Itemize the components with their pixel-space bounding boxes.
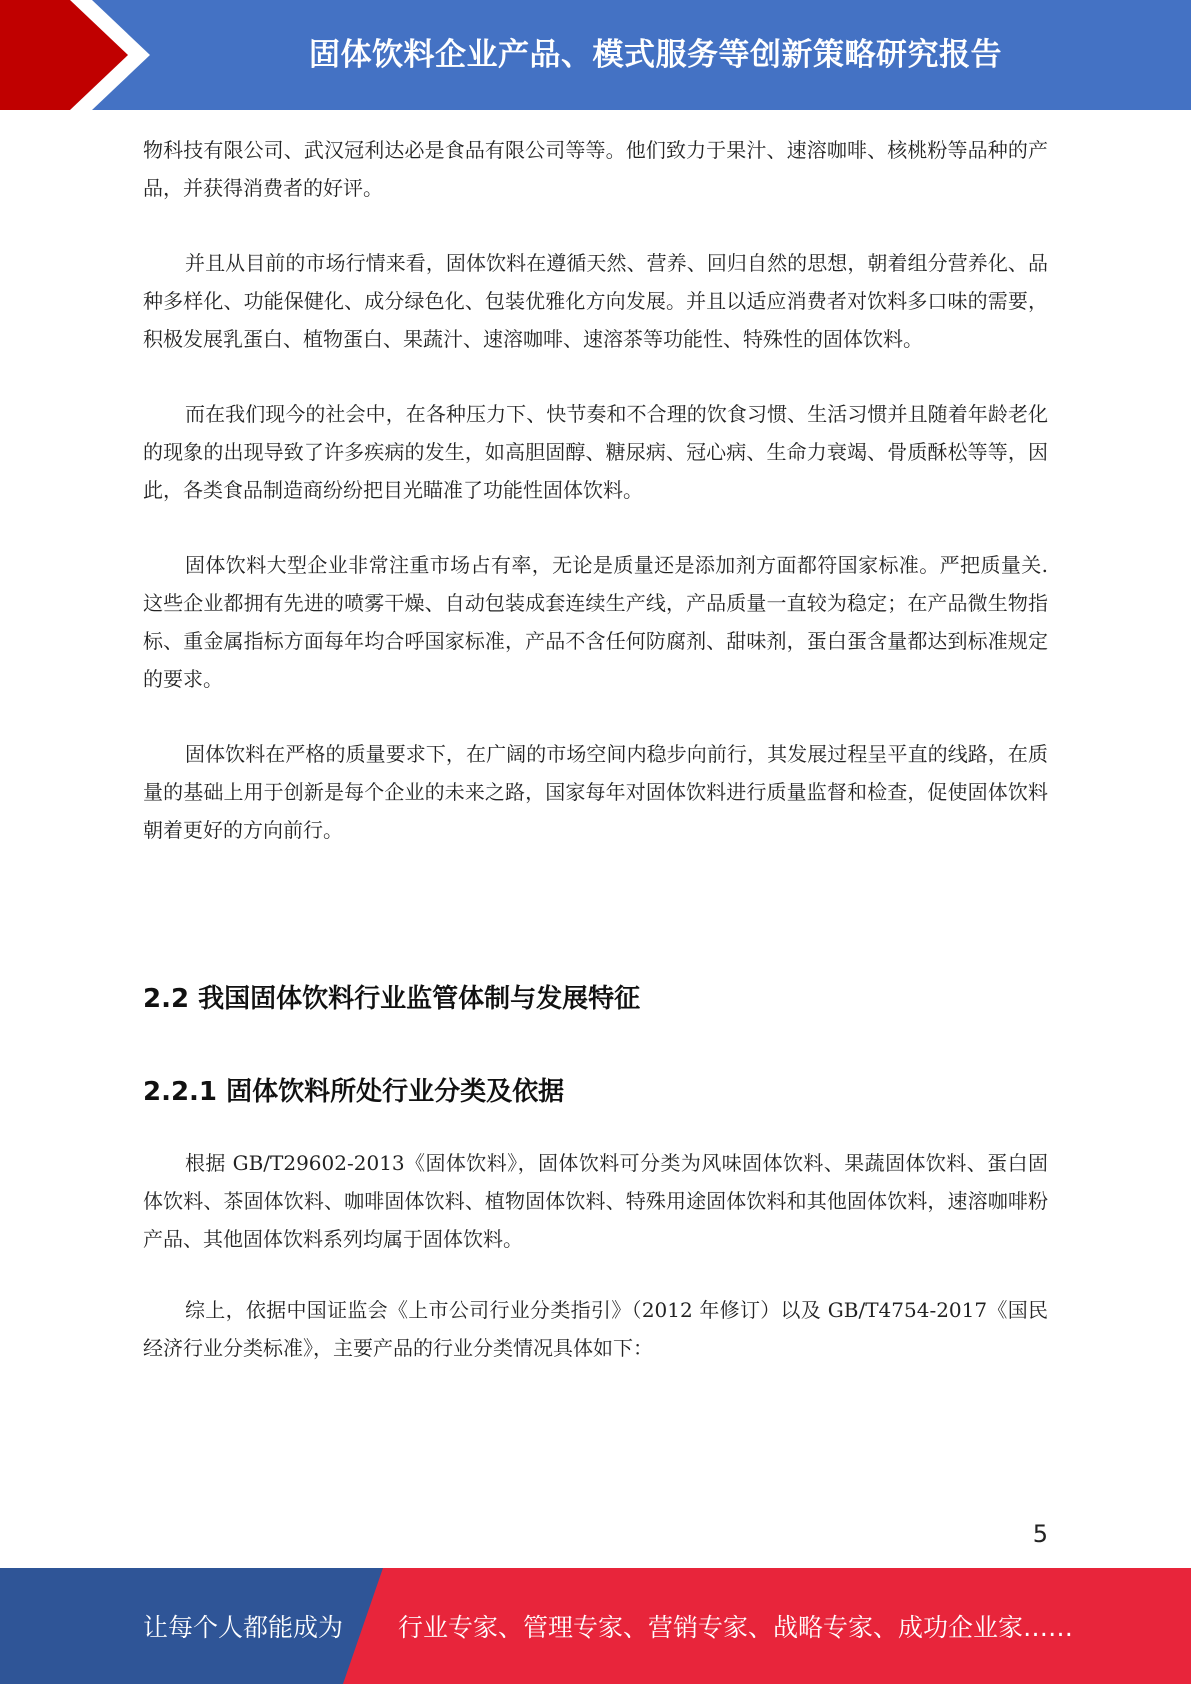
page-footer — [0, 1568, 1191, 1684]
paragraph-6: 根据 GB/T29602-2013《固体饮料》，固体饮料可分类为风味固体饮料、果蔬固体饮料、蛋白固体饮料、茶固体饮料、咖啡固体饮料、植物固体饮料、特殊用途固体饮料和其他固体饮料，速溶咖啡粉产品、其他固体饮料系列均属于固体饮料。 — [143, 1151, 1048, 1251]
footer-slogan-left: 让每个人都能成为 — [143, 1613, 344, 1642]
body-content — [143, 131, 1048, 849]
paragraph-3: 而在我们现今的社会中，在各种压力下、快节奏和不合理的饮食习惯、生活习惯并且随着年龄老化的现象的出现导致了许多疾病的发生，如高胆固醇、糖尿病、冠心病、生命力衰竭、骨质酥松等等，因此，各类食品制造商纷纷把目光瞄准了功能性固体饮料。 — [143, 402, 1048, 502]
section-heading-2-2: 2.2 我国固体饮料行业监管体制与发展特征 — [143, 984, 641, 1014]
section-heading-2-2-1: 2.2.1 固体饮料所处行业分类及依据 — [143, 1077, 565, 1107]
paragraph-1: 物科技有限公司、武汉冠利达必是食品有限公司等等。他们致力于果汁、速溶咖啡、核桃粉等品种的产品，并获得消费者的好评。 — [143, 138, 1048, 200]
footer-slogan-right: 行业专家、管理专家、营销专家、战略专家、成功企业家…… — [398, 1613, 1074, 1642]
section-2-2-1-content — [143, 1144, 1048, 1367]
paragraph-2: 并且从目前的市场行情来看，固体饮料在遵循天然、营养、回归自然的思想，朝着组分营养化、品种多样化、功能保健化、成分绿色化、包装优雅化方向发展。并且以适应消费者对饮料多口味的需要，积极发展乳蛋白、植物蛋白、果蔬汁、速溶咖啡、速溶茶等功能性、特殊性的固体饮料。 — [143, 251, 1048, 351]
page-number: 5 — [1032, 1520, 1048, 1548]
paragraph-7: 综上，依据中国证监会《上市公司行业分类指引》（2012 年修订）以及 GB/T4754-2017《国民经济行业分类标准》，主要产品的行业分类情况具体如下： — [143, 1298, 1048, 1360]
paragraph-4: 固体饮料大型企业非常注重市场占有率，无论是质量还是添加剂方面都符国家标准。严把质量关.这些企业都拥有先进的喷雾干燥、自动包装成套连续生产线，产品质量一直较为稳定；在产品微生物指标、重金属指标方面每年均合呼国家标准，产品不含任何防腐剂、甜味剂，蛋白蛋含量都达到标准规定的要求。 — [143, 553, 1048, 691]
paragraph-5: 固体饮料在严格的质量要求下，在广阔的市场空间内稳步向前行，其发展过程呈平直的线路，在质量的基础上用于创新是每个企业的未来之路，国家每年对固体饮料进行质量监督和检查，促使固体饮料朝着更好的方向前行。 — [143, 742, 1048, 842]
header-title: 固体饮料企业产品、模式服务等创新策略研究报告 — [309, 36, 1002, 73]
page-header — [0, 0, 1191, 110]
